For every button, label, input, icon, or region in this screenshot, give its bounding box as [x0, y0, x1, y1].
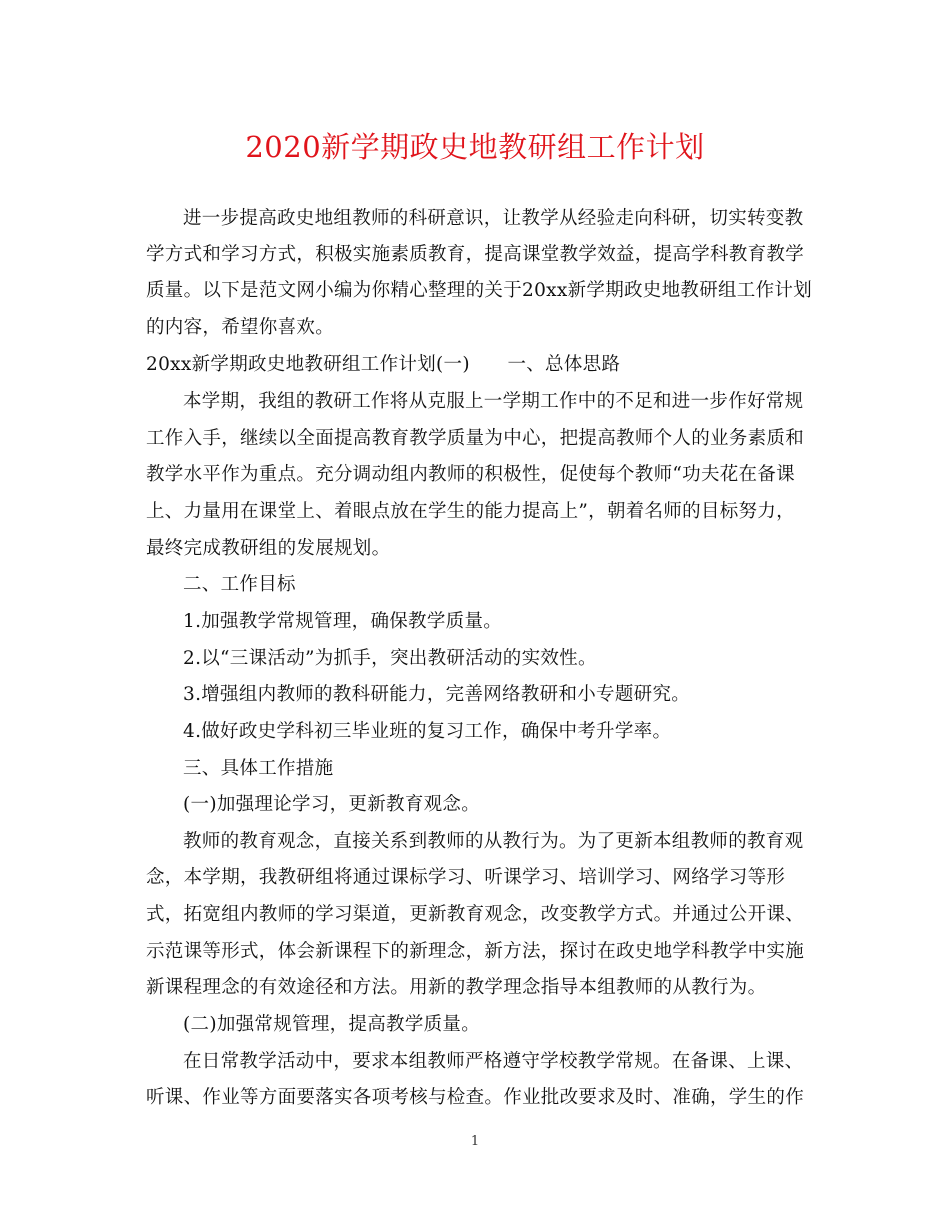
- text-line: 学方式和学习方式，积极实施素质教育，提高课堂教学效益，提高学科教育教学: [146, 244, 805, 265]
- text-line: 在日常教学活动中，要求本组教师严格遵守学校教学常规。在备课、上课、: [183, 1051, 804, 1072]
- text-line: 最终完成教研组的发展规划。: [146, 538, 391, 559]
- list-item: 2.以“三课活动”为抓手，突出教研活动的实效性。: [183, 648, 597, 669]
- text-line: 教学水平作为重点。充分调动组内教师的积极性，促使每个教师“功夫花在备课: [146, 464, 795, 485]
- text-line: 念，本学期，我教研组将通过课标学习、听课学习、培训学习、网络学习等形: [146, 867, 786, 888]
- text-line: 上、力量用在课堂上、着眼点放在学生的能力提高上”，朝着名师的目标努力，: [146, 501, 795, 522]
- text-line: 20xx新学期政史地教研组工作计划(一) 一、总体思路: [146, 354, 621, 375]
- subsection-heading: (二)加强常规管理，提高教学质量。: [183, 1014, 481, 1035]
- list-item: 1.加强教学常规管理，确保教学质量。: [183, 611, 503, 632]
- text-line: 式，拓宽组内教师的学习渠道，更新教育观念，改变教学方式。并通过公开课、: [146, 904, 805, 925]
- page-number: 1: [470, 1134, 480, 1149]
- document-title: 2020新学期政史地教研组工作计划: [245, 130, 705, 164]
- list-item: 3.增强组内教师的教科研能力，完善网络教研和小专题研究。: [183, 684, 691, 705]
- text-line: 听课、作业等方面要落实各项考核与检查。作业批改要求及时、准确，学生的作: [146, 1087, 805, 1108]
- text-line: 的内容，希望你喜欢。: [146, 317, 335, 338]
- text-line: 质量。以下是范文网小编为你精心整理的关于20xx新学期政史地教研组工作计划: [146, 280, 813, 301]
- section-heading: 二、工作目标: [183, 574, 296, 595]
- section-heading: 三、具体工作措施: [183, 758, 334, 779]
- subsection-heading: (一)加强理论学习，更新教育观念。: [183, 794, 481, 815]
- text-line: 工作入手，继续以全面提高教育教学质量为中心，把提高教师个人的业务素质和: [146, 428, 805, 449]
- text-line: 新课程理念的有效途径和方法。用新的教学理念指导本组教师的从教行为。: [146, 977, 767, 998]
- text-line: 本学期，我组的教研工作将从克服上一学期工作中的不足和进一步作好常规: [183, 391, 804, 412]
- text-line: 进一步提高政史地组教师的科研意识，让教学从经验走向科研，切实转变教: [183, 208, 804, 229]
- text-line: 示范课等形式，体会新课程下的新理念，新方法，探讨在政史地学科教学中实施: [146, 941, 805, 962]
- list-item: 4.做好政史学科初三毕业班的复习工作，确保中考升学率。: [183, 721, 672, 742]
- text-line: 教师的教育观念，直接关系到教师的从教行为。为了更新本组教师的教育观: [183, 831, 804, 852]
